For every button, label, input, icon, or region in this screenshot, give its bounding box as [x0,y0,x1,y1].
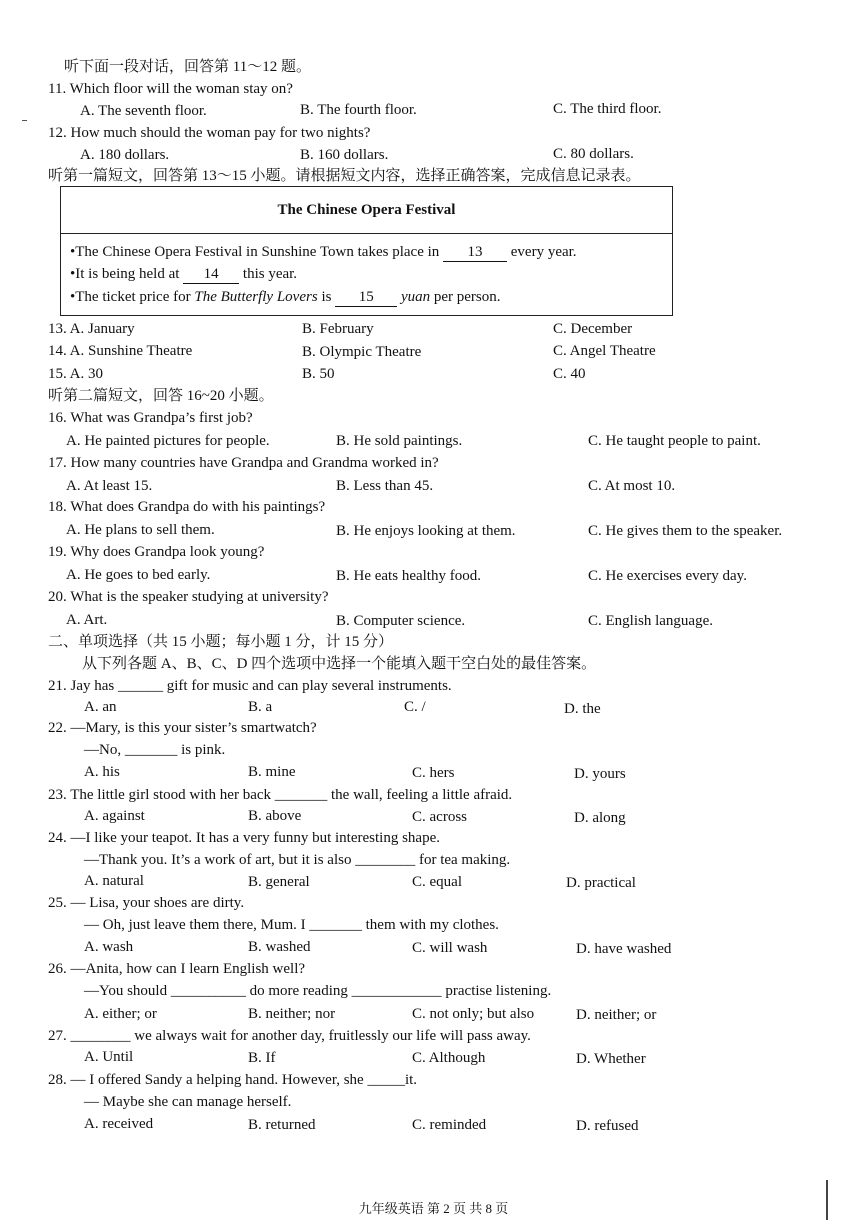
q20-stem: 20. What is the speaker studying at university? [48,589,329,605]
q24-option-c: C. equal [412,874,462,890]
q27-option-c: C. Although [412,1050,486,1066]
q24-stem-line2: —Thank you. It’s a work of art, but it is also ________ for tea making. [84,852,511,868]
q22-option-a: A. his [84,764,120,780]
q12-option-b: B. 160 dollars. [300,147,389,163]
q28-option-b: B. returned [248,1117,316,1133]
q21-option-b: B. a [248,699,273,715]
q26-option-d: D. neither; or [576,1007,657,1023]
q26-stem: 26. —Anita, how can I learn English well? [48,961,306,977]
q28-stem: 28. — I offered Sandy a helping hand. However, she _____it. [48,1072,418,1088]
section-intro-11-12: 听下面一段对话，回答第 11～12 题。 [64,59,311,75]
q27-stem: 27. ________ we always wait for another day, fruitlessly our life will pass away. [48,1028,531,1044]
q28-option-d: D. refused [576,1118,639,1134]
blank-14: 14 [183,265,239,284]
q21-option-d: D. the [564,701,601,717]
q18-option-a: A. He plans to sell them. [66,522,215,538]
q28-option-a: A. received [84,1116,154,1132]
q11-stem: 11. Which floor will the woman stay on? [48,81,293,97]
q12-option-c: C. 80 dollars. [553,146,634,162]
q22-stem: 22. —Mary, is this your sister’s smartwatch? [48,720,317,736]
q20-option-b: B. Computer science. [336,613,466,629]
q15-option-a: 15. A. 30 [48,366,104,382]
q21-option-a: A. an [84,699,117,715]
q15-option-b: B. 50 [302,366,335,382]
q28-stem-line2: — Maybe she can manage herself. [84,1094,292,1110]
scan-mark [22,120,27,121]
q23-option-d: D. along [574,810,626,826]
q21-option-c: C. / [404,699,426,715]
q24-option-d: D. practical [566,875,636,891]
q24-option-a: A. natural [84,873,144,889]
q22-option-b: B. mine [248,764,296,780]
q15-option-c: C. 40 [553,366,586,382]
q25-option-c: C. will wash [412,940,488,956]
q19-option-b: B. He eats healthy food. [336,568,481,584]
q21-stem: 21. Jay has ______ gift for music and can play several instruments. [48,678,452,694]
q19-option-c: C. He exercises every day. [588,568,747,584]
info-table-title: The Chinese Opera Festival [61,187,672,234]
q17-option-b: B. Less than 45. [336,478,434,494]
q13-option-b: B. February [302,321,374,337]
q25-stem-line2: — Oh, just leave them there, Mum. I _______ them with my clothes. [84,917,499,933]
q20-option-a: A. Art. [66,612,108,628]
q27-option-a: A. Until [84,1049,134,1065]
blank-15: 15 [335,288,397,307]
q26-option-c: C. not only; but also [412,1006,535,1022]
q16-option-a: A. He painted pictures for people. [66,433,270,449]
blank-13: 13 [443,243,507,262]
q25-option-b: B. washed [248,939,311,955]
q20-option-c: C. English language. [588,613,713,629]
q22-option-c: C. hers [412,765,455,781]
q27-option-d: D. Whether [576,1051,646,1067]
info-record-table [60,186,673,316]
q23-option-b: B. above [248,808,302,824]
q18-stem: 18. What does Grandpa do with his paintings? [48,499,326,515]
q26-option-a: A. either; or [84,1006,157,1022]
part2-title: 二、单项选择（共 15 小题；每小题 1 分，计 15 分） [48,634,394,650]
q17-option-c: C. At most 10. [588,478,676,494]
q13-option-a: 13. A. January [48,321,135,337]
q23-option-a: A. against [84,808,145,824]
q11-option-c: C. The third floor. [553,101,662,117]
q25-option-a: A. wash [84,939,134,955]
q17-stem: 17. How many countries have Grandpa and Grandma worked in? [48,455,439,471]
q26-stem-line2: —You should __________ do more reading ____________ practise listening. [84,983,552,999]
q14-option-c: C. Angel Theatre [553,343,656,359]
q23-stem: 23. The little girl stood with her back _______ the wall, feeling a little afraid. [48,787,513,803]
q25-stem: 25. — Lisa, your shoes are dirty. [48,895,245,911]
part2-instructions: 从下列各题 A、B、C、D 四个选项中选择一个能填入题干空白处的最佳答案。 [82,656,597,672]
q23-option-c: C. across [412,809,467,825]
q28-option-c: C. reminded [412,1117,487,1133]
q17-option-a: A. At least 15. [66,478,153,494]
scan-edge-mark [826,1180,828,1220]
q22-option-d: D. yours [574,766,626,782]
section-intro-13-15: 听第一篇短文，回答第 13～15 小题。请根据短文内容，选择正确答案，完成信息记录表。 [48,168,641,184]
q19-option-a: A. He goes to bed early. [66,567,211,583]
q19-stem: 19. Why does Grandpa look young? [48,544,265,560]
section-intro-16-20: 听第二篇短文，回答 16~20 小题。 [48,388,274,404]
q22-stem-line2: —No, _______ is pink. [84,742,226,758]
q18-option-c: C. He gives them to the speaker. [588,523,783,539]
q16-stem: 16. What was Grandpa’s first job? [48,410,253,426]
q14-option-a: 14. A. Sunshine Theatre [48,343,193,359]
q25-option-d: D. have washed [576,941,672,957]
q16-option-b: B. He sold paintings. [336,433,463,449]
q11-option-a: A. The seventh floor. [80,103,207,119]
q16-option-c: C. He taught people to paint. [588,433,761,449]
q18-option-b: B. He enjoys looking at them. [336,523,516,539]
q13-option-c: C. December [553,321,633,337]
info-row-14: •It is being held at 14 this year. [70,266,298,282]
info-row-13: •The Chinese Opera Festival in Sunshine Town takes place in 13 every year. [70,244,577,260]
q12-option-a: A. 180 dollars. [80,147,170,163]
info-row-15: •The ticket price for The Butterfly Lovers is 15 yuan per person. [70,289,501,305]
q24-stem: 24. —I like your teapot. It has a very funny but interesting shape. [48,830,440,846]
q14-option-b: B. Olympic Theatre [302,344,422,360]
q11-option-b: B. The fourth floor. [300,102,417,118]
q24-option-b: B. general [248,874,310,890]
q12-stem: 12. How much should the woman pay for two nights? [48,125,371,141]
q26-option-b: B. neither; nor [248,1006,336,1022]
q27-option-b: B. If [248,1050,276,1066]
page-footer: 九年级英语 第 2 页 共 8 页 [358,1201,509,1216]
